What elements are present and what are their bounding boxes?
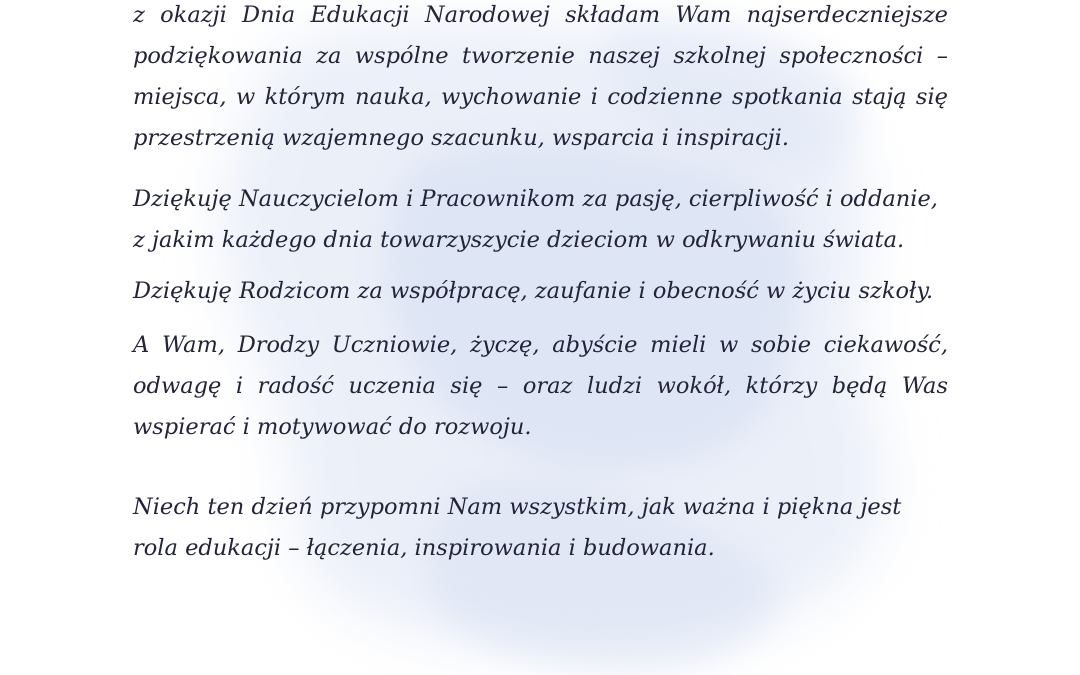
paragraph-thanks: z okazji Dnia Edukacji Narodowej składam Wam najserdeczniejsze podziękowania za wspólne tworzenie naszej szkolnej społeczności – miejsca, w którym nauka, wychowanie i codzienne spotkania stają się przestrzenią wzajemnego szacunku, wsparcia i inspiracji. bbox=[133, 2, 948, 151]
paragraph-teachers: Dziękuję Nauczycielom i Pracownikom za pasję, cierpliwość i oddanie, z jakim każdego dnia towarzyszycie dzieciom w odkrywaniu świata. bbox=[133, 186, 938, 253]
paragraph-parents: Dziękuję Rodzicom za współpracę, zaufanie i obecność w życiu szkoły. bbox=[133, 278, 934, 304]
paragraph-closing: Niech ten dzień przypomni Nam wszystkim, jak ważna i piękna jest rola edukacji – łączenia, inspirowania i budowania. bbox=[133, 494, 902, 561]
paragraph-students: A Wam, Drodzy Uczniowie, życzę, abyście mieli w sobie ciekawość, odwagę i radość uczenia się – oraz ludzi wokół, którzy będą Was wspierać i motywować do rozwoju. bbox=[133, 332, 948, 440]
